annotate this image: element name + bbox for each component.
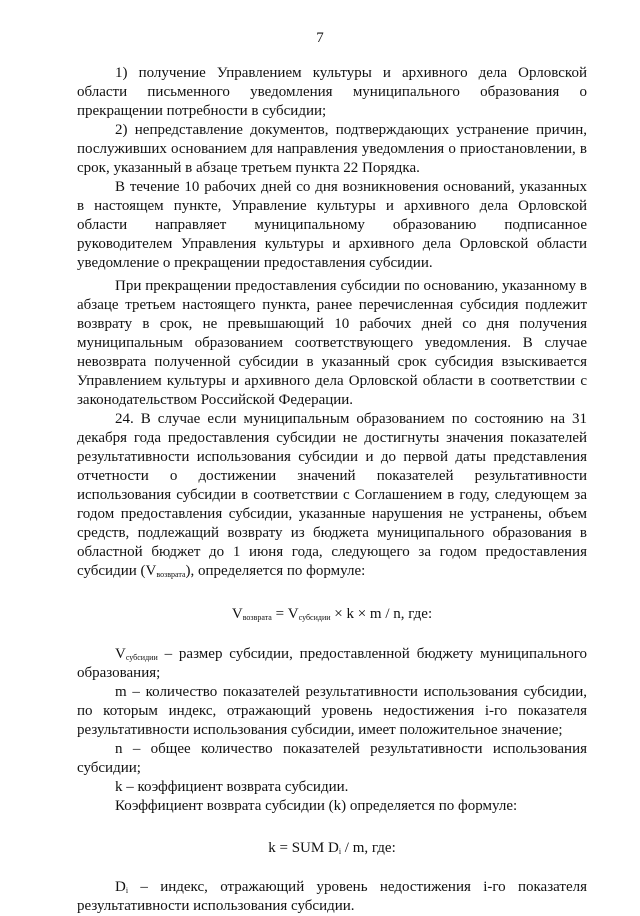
def-di-subscript: i	[125, 886, 129, 895]
def-di-text: – индекс, отражающий уровень недостижения i-го показателя результативности использования субсидии.	[77, 879, 587, 914]
page-number: 7	[316, 30, 324, 46]
paragraph-24	[77, 410, 587, 581]
formula1-rest: × k × m / n, где:	[330, 606, 433, 622]
def-v-symbol: V	[115, 646, 126, 662]
definition-di	[77, 878, 587, 916]
definition-m: m – количество показателей результативности использования субсидии, по которым индекс, отражающий уровень недостижения i-го показателя результативности использования субсидии, имеет положительное значение;	[77, 684, 587, 738]
formula-coefficient	[77, 839, 587, 858]
formula1-eq: = V	[271, 606, 299, 622]
paragraph-item-2: 2) непредставление документов, подтверждающих устранение причин, послуживших основанием для направления уведомления о приостановлении, в срок, указанный в абзаце третьем пункта 22 Порядка.	[77, 122, 587, 176]
formula1-sub-right: субсидии	[298, 613, 331, 622]
def-v-subscript: субсидии	[125, 653, 158, 662]
definition-k: k – коэффициент возврата субсидии.	[115, 779, 349, 795]
formula-refund-volume	[77, 605, 587, 624]
paragraph-24-text: 24. В случае если муниципальным образованием по состоянию на 31 декабря года предоставления субсидии не достигнуты значения показателей результативности использования субсидии и до первой даты представления отчетности о достижении значений показателей результативности использования субсидии в соответствии с Соглашением в году, следующем за годом предоставления субсидии, указанные нарушения не устранены, объем средств, подлежащий возврату из бюджета муниципального образования в областной бюджет до 1 июня года, следующего за годом предоставления субсидии (V	[77, 411, 587, 579]
coefficient-intro: Коэффициент возврата субсидии (k) определяется по формуле:	[115, 798, 518, 814]
paragraph-refund: При прекращении предоставления субсидии по основанию, указанному в абзаце третьем настоящего пункта, ранее перечисленная субсидия подлежит возврату в срок, не превышающий 10 рабочих дней со дня получения муниципальным образованием соответствующего уведомления. В случае невозврата полученной субсидии в указанный срок субсидия взыскивается Управлением культуры и архивного дела Орловской области в соответствии с законодательством Российской Федерации.	[77, 278, 587, 408]
def-v-text: – размер субсидии, предоставленной бюджету муниципального образования;	[77, 646, 587, 681]
paragraph-notice-period: В течение 10 рабочих дней со дня возникновения оснований, указанных в настоящем пункте, Управление культуры и архивного дела Орловской области направляет муниципальному образованию подписанное руководителем Управления культуры и архивного дела Орловской области уведомление о прекращении предоставления субсидии.	[77, 179, 587, 271]
def-di-symbol: D	[115, 879, 126, 895]
formula2-lead: k = SUM D	[268, 840, 339, 856]
paragraph-item-1: 1) получение Управлением культуры и архивного дела Орловской области письменного уведомления муниципального образования о прекращении потребности в субсидии;	[77, 65, 587, 119]
definition-n: n – общее количество показателей результативности использования субсидии;	[77, 741, 587, 776]
formula2-sub: i	[338, 847, 342, 856]
formula1-sub-left: возврата	[242, 613, 272, 622]
paragraph-24-end: ), определяется по формуле:	[185, 563, 366, 579]
formula2-rest: / m, где:	[341, 840, 396, 856]
definition-v-subsidy	[77, 645, 587, 683]
formula1-v: V	[231, 606, 243, 622]
document-body	[77, 64, 587, 916]
paragraph-24-subscript: возврата	[156, 570, 186, 579]
